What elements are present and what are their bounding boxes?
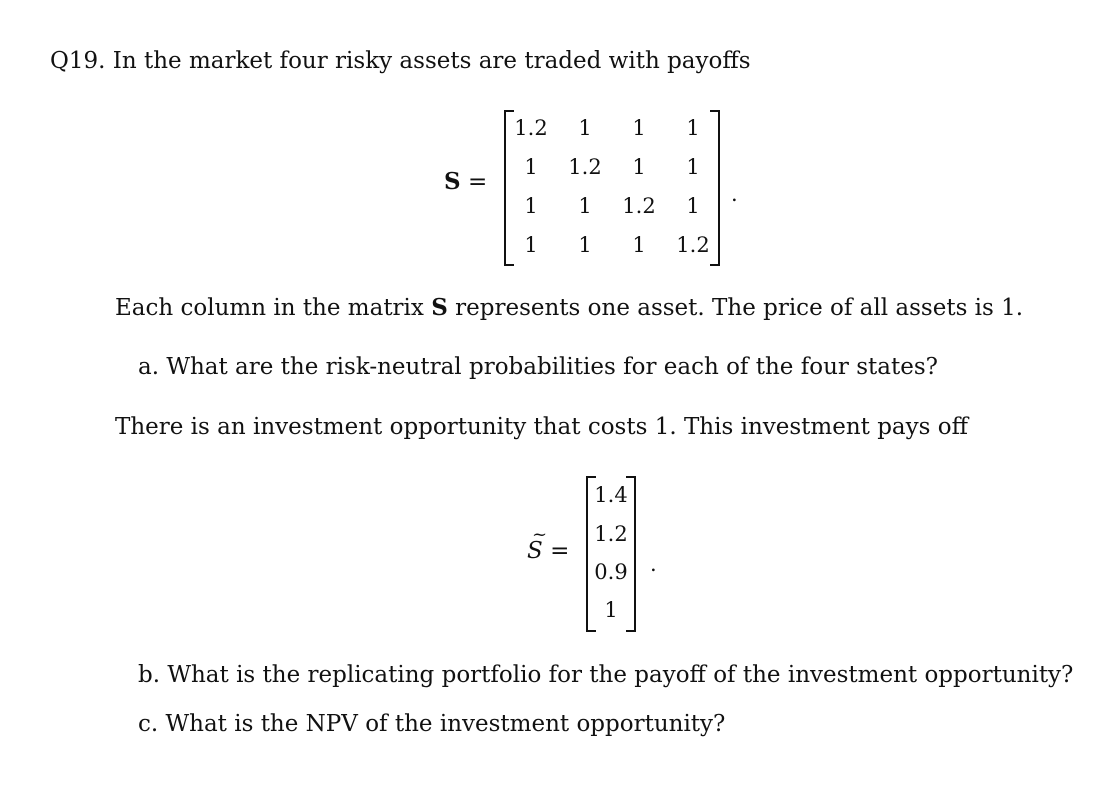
investment-intro: There is an investment opportunity that costs 1. This investment pays off	[115, 414, 968, 440]
vector-lhs	[527, 524, 570, 564]
matrix-cell: 1	[686, 155, 700, 179]
matrix-cell: 1	[578, 116, 592, 140]
question-number: Q19.	[50, 48, 106, 74]
vector-terminator: .	[650, 552, 657, 576]
question-header	[50, 50, 751, 73]
payoff-matrix	[504, 110, 720, 264]
tilde-accent: ~	[532, 524, 548, 545]
matrix-cell: 1	[524, 155, 538, 179]
vector-equals: =	[550, 538, 570, 564]
column-note-pre: Each column in the matrix	[115, 295, 432, 321]
matrix-cell: 1	[578, 194, 592, 218]
column-note-symbol: S	[431, 294, 448, 321]
vector-cell: 0.9	[594, 560, 628, 584]
matrix-cell: 1	[632, 155, 646, 179]
vector-symbol-wrap	[527, 524, 550, 564]
matrix-cell: 1	[686, 194, 700, 218]
matrix-cell: 1	[632, 233, 646, 257]
payoff-vector	[586, 476, 636, 632]
vector-cell: 1	[604, 598, 618, 622]
part-c-question: c. What is the NPV of the investment opportunity?	[138, 711, 726, 737]
column-note-post: represents one asset. The price of all assets is 1.	[447, 295, 1024, 321]
matrix-lhs	[444, 170, 487, 194]
matrix-cell: 1	[578, 233, 592, 257]
matrix-cell: 1	[524, 233, 538, 257]
matrix-cell: 1.2	[622, 194, 656, 218]
vector-cell: 1.2	[594, 522, 628, 546]
matrix-cell: 1.2	[514, 116, 548, 140]
matrix-cell: 1.2	[568, 155, 602, 179]
vector-cell: 1.4	[594, 483, 628, 507]
part-b-question: b. What is the replicating portfolio for the payoff of the investment opportunity?	[138, 662, 1074, 688]
matrix-equals: =	[467, 169, 488, 195]
vector-symbol: S	[527, 538, 543, 564]
matrix-cell: 1.2	[676, 233, 710, 257]
matrix-cell: 1	[524, 194, 538, 218]
matrix-cell: 1	[686, 116, 700, 140]
question-intro: In the market four risky assets are traded with payoffs	[112, 48, 751, 74]
matrix-cell: 1	[632, 116, 646, 140]
column-note	[115, 296, 1023, 320]
part-a-question: a. What are the risk-neutral probabilities for each of the four states?	[138, 354, 938, 380]
matrix-terminator: .	[731, 182, 738, 206]
matrix-symbol: S	[444, 168, 461, 195]
